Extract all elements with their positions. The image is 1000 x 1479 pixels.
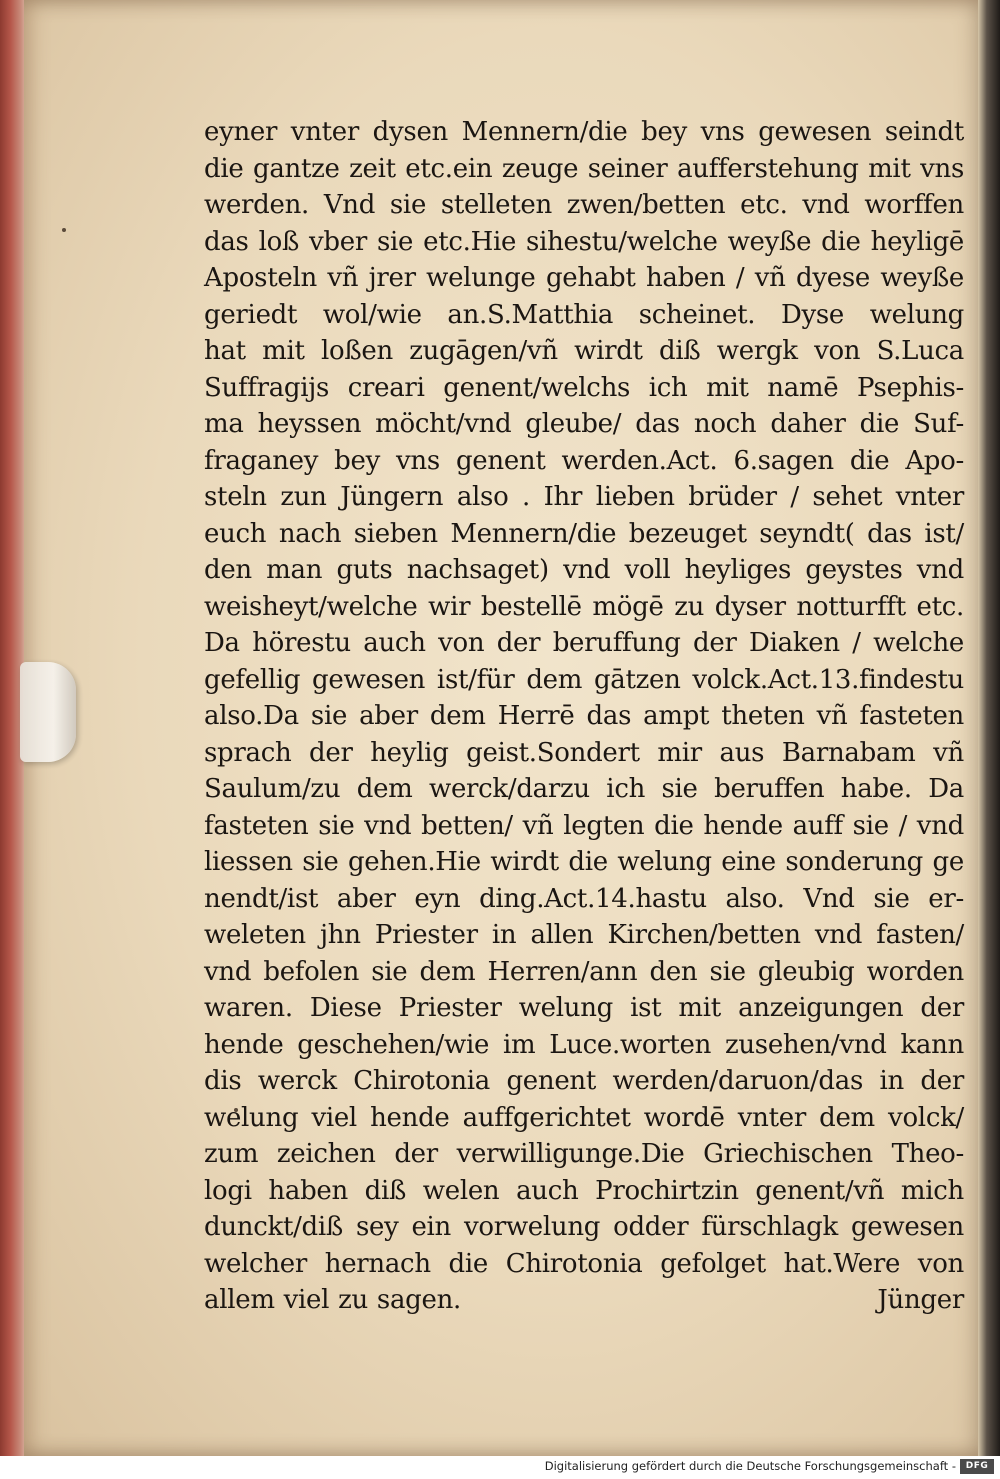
text-line: geriedt wol/wie an.S.Matthia scheinet. Dyse welung: [204, 299, 964, 330]
text-line: also.Da sie aber dem Herrē das ampt theten vñ fasteten: [204, 701, 964, 731]
text-line: welung viel hende auffgerichtet wordē vnter dem volck/: [204, 1102, 964, 1133]
text-line: eyner vnter dysen Mennern/die bey vns gewesen seindt: [204, 117, 964, 147]
text-line: dunckt/diß sey ein vorwelung odder fürschlagk gewesen: [204, 1212, 964, 1242]
text-line: hat mit loßen zugāgen/vñ wirdt diß wergk von S.Luca: [204, 336, 964, 366]
text-line: dis werck Chirotonia genent werden/daruon/das in der: [204, 1066, 964, 1096]
text-line: das loß vber sie etc.Hie sihestu/welche weyße die heyligē: [204, 226, 964, 257]
text-line: Suffragijs creari genent/welchs ich mit namē Psephis-: [204, 372, 964, 403]
text-line: weleten jhn Priester in allen Kirchen/betten vnd fasten/: [204, 920, 964, 950]
text-line: sprach der heylig geist.Sondert mir aus Barnabam vñ: [204, 737, 964, 768]
text-line: euch nach sieben Mennern/die bezeuget seyndt( das ist/: [204, 518, 964, 549]
text-line: den man guts nachsaget) vnd voll heyliges geystes vnd: [204, 555, 964, 585]
text-line: nendt/ist aber eyn ding.Act.14.hastu also. Vnd sie er-: [204, 883, 964, 914]
text-line: allem viel zu sagen. Jünger: [204, 1282, 964, 1319]
book-edge-right: [978, 0, 1000, 1456]
text-line: Da hörestu auch von der beruffung der Diaken / welche: [204, 628, 964, 658]
dfg-logo: DFG: [960, 1459, 994, 1474]
footer-credit-text: Digitalisierung gefördert durch die Deutsche Forschungsgemeinschaft -: [544, 1459, 956, 1473]
page-speck: [62, 228, 66, 232]
text-line: steln zun Jüngern also . Ihr lieben brüder / sehet vnter: [204, 482, 964, 512]
page-text-block: [204, 114, 964, 1319]
text-line: vnd befolen sie dem Herren/ann den sie gleubig worden: [204, 956, 964, 987]
text-line: Saulum/zu dem werck/darzu ich sie beruffen habe. Da: [204, 774, 964, 804]
text-line: liessen sie gehen.Hie wirdt die welung eine sonderung ge: [204, 847, 964, 877]
catchword: Jünger: [877, 1285, 964, 1315]
text-line: ma heyssen möcht/vnd gleube/ das noch daher die Suf-: [204, 409, 964, 439]
text-line: fraganey bey vns genent werden.Act. 6.sagen die Apo-: [204, 445, 964, 476]
text-line: die gantze zeit etc.ein zeuge seiner aufferstehung mit vns: [204, 153, 964, 184]
text-line: Aposteln vñ jrer welunge gehabt haben / vñ dyese weyße: [204, 263, 964, 293]
text-line: werden. Vnd sie stelleten zwen/betten etc. vnd worffen: [204, 190, 964, 220]
text-line: waren. Diese Priester welung ist mit anzeigungen der: [204, 993, 964, 1023]
page-tab-clip: [20, 662, 76, 762]
text-line: weisheyt/welche wir bestellē mögē zu dyser notturfft etc.: [204, 591, 964, 622]
text-line: welcher hernach die Chirotonia gefolget hat.Were von: [204, 1248, 964, 1279]
text-line: fasteten sie vnd betten/ vñ legten die hende auff sie / vnd: [204, 810, 964, 841]
text-line: gefellig gewesen ist/für dem gātzen volck.Act.13.findestu: [204, 664, 964, 695]
text-line: hende geschehen/wie im Luce.worten zusehen/vnd kann: [204, 1029, 964, 1060]
text-line: zum zeichen der verwilligunge.Die Griechischen Theo-: [204, 1139, 964, 1169]
footer-bar: [0, 1456, 1000, 1479]
text-line: logi haben diß welen auch Prochirtzin genent/vñ mich: [204, 1175, 964, 1206]
